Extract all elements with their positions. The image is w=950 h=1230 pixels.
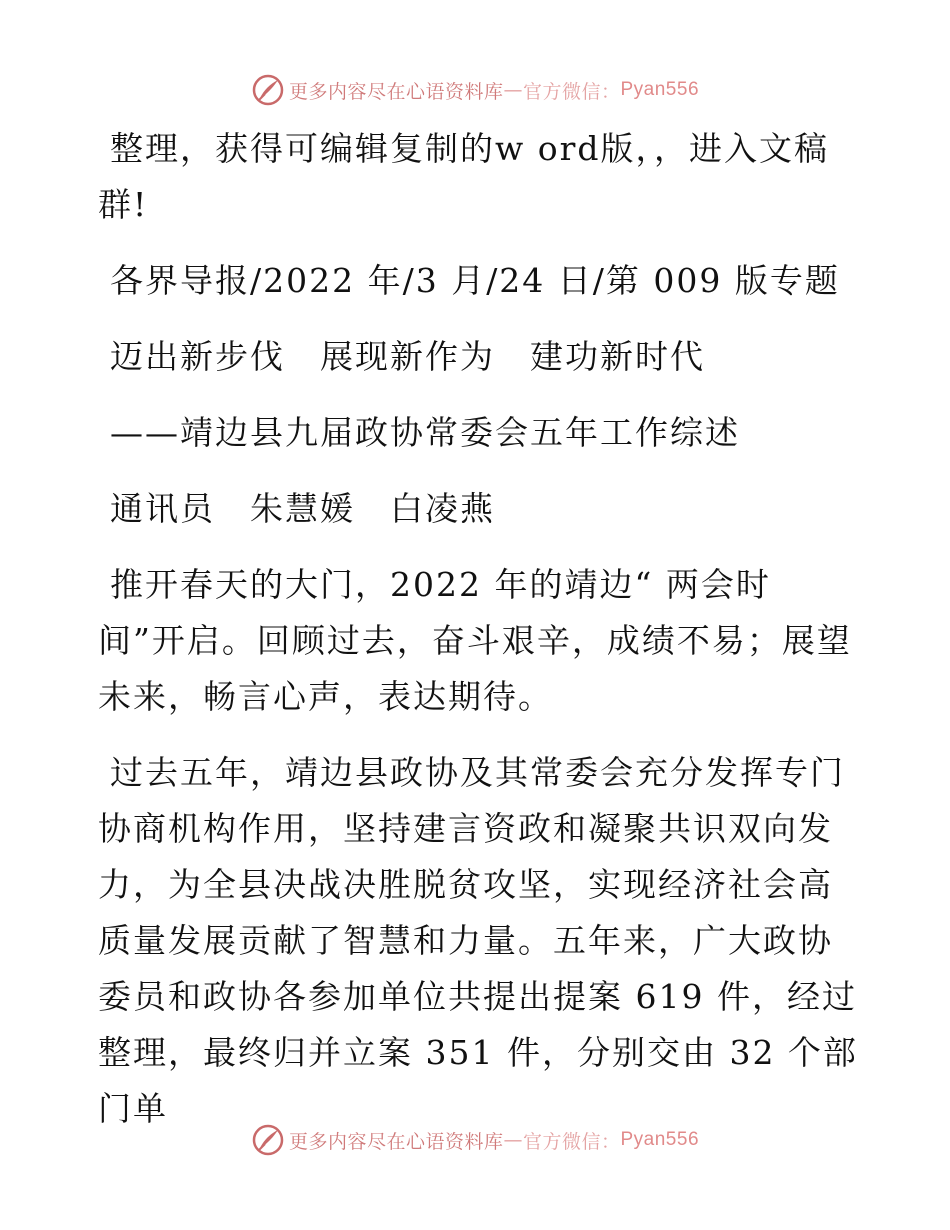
watermark-handle: Pyan556 bbox=[620, 79, 700, 100]
watermark-dash: — bbox=[503, 1129, 523, 1151]
watermark-footer bbox=[0, 1120, 950, 1160]
watermark-dash: — bbox=[503, 79, 523, 101]
feather-pen-logo-icon bbox=[251, 73, 285, 107]
watermark-main-text: 更多内容尽在心语资料库 bbox=[288, 80, 504, 103]
watermark-handle: Pyan556 bbox=[620, 1129, 700, 1150]
watermark-main-text: 更多内容尽在心语资料库 bbox=[288, 1130, 504, 1153]
intro-paragraph: 整理，获得可编辑复制的w ord版，，进入文稿群! bbox=[98, 129, 830, 224]
article-subtitle: ——靖边县九届政协常委会五年工作综述 bbox=[110, 413, 740, 452]
byline: 通讯员 朱慧媛 白凌燕 bbox=[110, 489, 495, 528]
watermark-sub-text: 官方微信： bbox=[522, 1130, 621, 1153]
article-title: 迈出新步伐 展现新作为 建功新时代 bbox=[110, 337, 705, 376]
feather-pen-logo-icon bbox=[251, 1123, 285, 1157]
source-line: 各界导报/2022 年/3 月/24 日/第 009 版专题 bbox=[110, 261, 840, 300]
watermark-sub-text: 官方微信： bbox=[522, 80, 621, 103]
paragraph-1: 推开春天的大门，2022 年的靖边“ 两会时间”开启。回顾过去，奋斗艰辛，成绩不易；展望未来，畅言心声，表达期待。 bbox=[98, 565, 852, 716]
paragraph-2: 过去五年，靖边县政协及其常委会充分发挥专门协商机构作用，坚持建言资政和凝聚共识双向发力，为全县决战决胜脱贫攻坚，实现经济社会高质量发展贡献了智慧和力量。五年来，广大政协委员和政协各参加单位共提出提案 619 件，经过整理，最终归并立案 351 件，分别交由 32 个部门单 bbox=[98, 753, 858, 1128]
document-body bbox=[98, 121, 858, 1157]
watermark-header bbox=[0, 70, 950, 110]
